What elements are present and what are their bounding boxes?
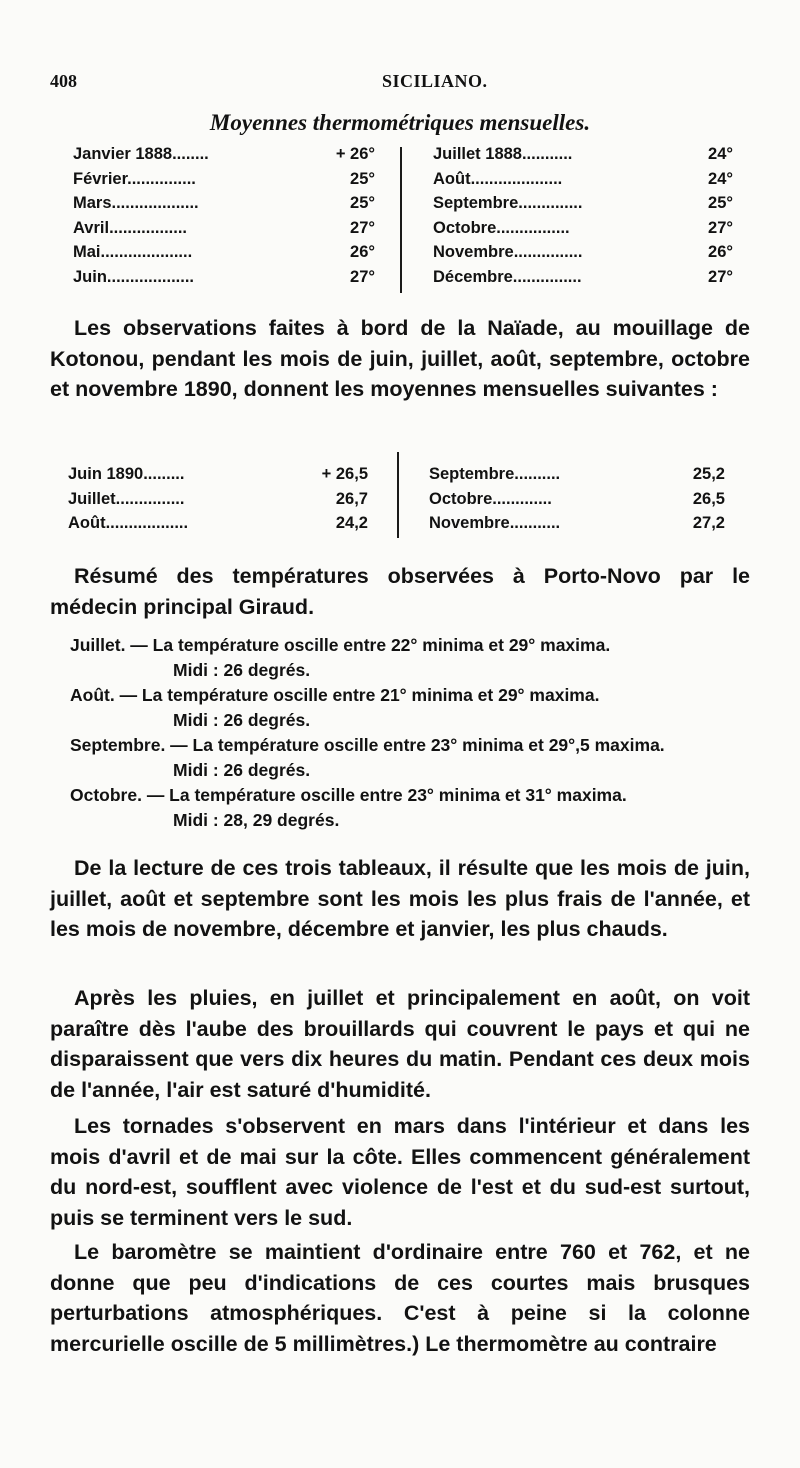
naiade-table-right [429, 465, 725, 539]
column-divider [400, 147, 402, 293]
paragraph-tornadoes: Les tornades s'observent en mars dans l'intérieur et dans les mois d'avril et de mai sur la côte. Elles commencent généralement du nord-est, soufflent avec violence de l'est et du sud-est surtout, puis se terminent vers le sud. [50, 1114, 750, 1230]
paragraph-naiade: Les observations faites à bord de la Naïade, au mouillage de Kotonou, pendant les mois de juin, juillet, août, septembre, octobre et novembre 1890, donnent les moyennes mensuelles suivantes : [50, 316, 750, 401]
page-number: 408 [50, 71, 77, 91]
column-divider [397, 452, 399, 538]
page-header [50, 71, 750, 95]
resume-list [50, 633, 750, 833]
resume-entry: Octobre. — La température oscille entre 23° minima et 31° maxima. [70, 785, 627, 805]
resume-midi: Midi : 26 degrés. [173, 710, 311, 730]
table-row: Décembre............... 27° [433, 267, 733, 286]
table-row: Mars................... 25° [73, 194, 375, 212]
table-row: Mai.................... 26° [73, 243, 375, 261]
table-row: Octobre................ 27° [433, 218, 733, 237]
resume-midi: Midi : 28, 29 degrés. [173, 810, 340, 830]
naiade-table-left [68, 465, 368, 539]
monthly-table-left [73, 145, 375, 292]
resume-entry: Septembre. — La température oscille entre 23° minima et 29°,5 maxima. [70, 735, 665, 755]
table-row: Octobre............. 26,5 [429, 489, 725, 508]
table-row: Juin................... 27° [73, 267, 375, 286]
table-row: Novembre............... 26° [433, 243, 733, 261]
monthly-table-right [433, 145, 733, 292]
table-row: Juillet............... 26,7 [68, 489, 368, 508]
table-row: Janvier 1888........ + 26° [73, 145, 375, 163]
resume-heading: Résumé des températures observées à Porto-Novo par le médecin principal Giraud. [50, 564, 750, 619]
paragraph-conclusion: De la lecture de ces trois tableaux, il résulte que les mois de juin, juillet, août et septembre sont les mois les plus frais de l'année, et les mois de novembre, décembre et janvier, les plus chauds. [50, 856, 750, 941]
table-row: Juillet 1888........... 24° [433, 145, 733, 163]
paragraph-fog: Après les pluies, en juillet et principalement en août, on voit paraître dès l'aube des brouillards qui couvrent le pays et qui ne disparaissent que vers dix heures du matin. Pendant ces deux mois de l'année, l'air est saturé d'humidité. [50, 986, 750, 1102]
resume-entry: Août. — La température oscille entre 21° minima et 29° maxima. [70, 685, 600, 705]
running-title: SICILIANO. [382, 71, 488, 91]
table-row: Septembre.......... 25,2 [429, 465, 725, 483]
resume-midi: Midi : 26 degrés. [173, 660, 311, 680]
table-row: Avril................. 27° [73, 218, 375, 237]
resume-midi: Midi : 26 degrés. [173, 760, 311, 780]
table-row: Août.................. 24,2 [68, 514, 368, 532]
table-row: Août.................... 24° [433, 169, 733, 188]
resume-entry: Juillet. — La température oscille entre 22° minima et 29° maxima. [70, 635, 611, 655]
table-row: Novembre........... 27,2 [429, 514, 725, 532]
table-title: Moyennes thermométriques mensuelles. [209, 110, 591, 135]
table-row: Février............... 25° [73, 169, 375, 188]
table-row: Juin 1890......... + 26,5 [68, 465, 368, 483]
table-row: Septembre.............. 25° [433, 194, 733, 212]
paragraph-barometer: Le baromètre se maintient d'ordinaire entre 760 et 762, et ne donne que peu d'indications de ces courtes mais brusques perturbations atmosphériques. C'est à peine si la colonne mercurielle oscille de 5 millimètres.) Le thermomètre au contraire [50, 1240, 750, 1356]
